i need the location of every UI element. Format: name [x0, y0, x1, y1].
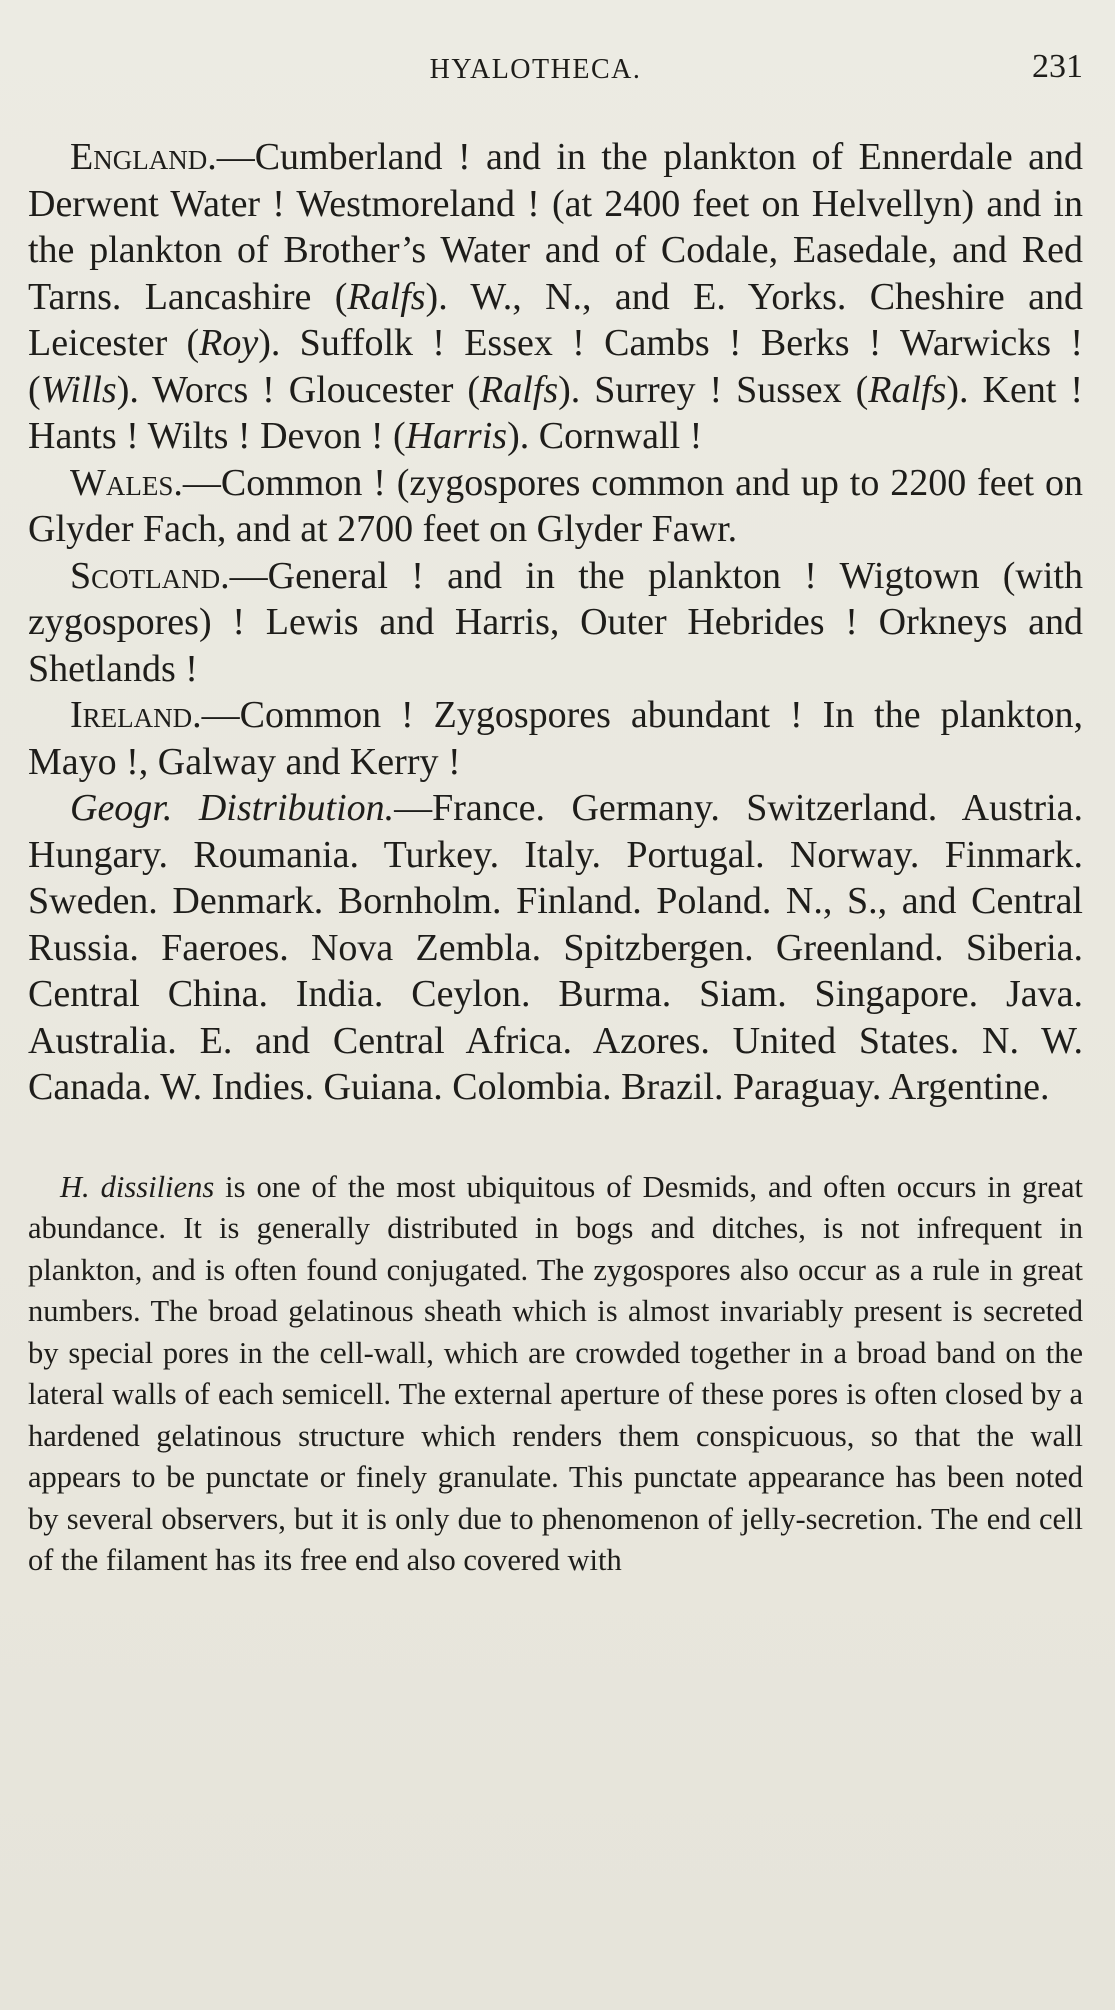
ireland-text: Common ! Zygospores abundant ! In the plankton, Mayo !, Galway and Kerry ! [28, 694, 1083, 783]
scotland-paragraph [28, 553, 1083, 693]
ireland-label: Ireland. [70, 694, 202, 736]
england-text-1: Cumberland ! and in the plankton of Ennerdale and Derwent Water ! Westmoreland ! (at 2400 feet on Helvellyn) and in the plankton of Brother’s Water and of Codale, Easedale, and Red Tarns. Lancashire ( [28, 136, 1083, 318]
notes-text: is one of the most ubiquitous of Desmids, and often occurs in great abundance. It is generally distributed in bogs and ditches, is not infrequent in plankton, and is often found conjugated. The zygospores also occur as a rule in great numbers. The broad gelatinous sheath which is almost invariably present is secreted by special pores in the cell-wall, which are crowded together in a broad band on the lateral walls of each semicell. The external aperture of these pores is often closed by a hardened gelatinous structure which renders them conspicuous, so that the wall appears to be punctate or finely granulate. This punctate appearance has been noted by several observers, but it is only due to phenomenon of jelly-secretion. The end cell of the filament has its free end also covered with [28, 1169, 1083, 1577]
authority-ralfs-1: Ralfs [347, 275, 426, 318]
wales-paragraph [28, 460, 1083, 553]
england-dash: — [216, 136, 255, 178]
authority-ralfs-2: Ralfs [480, 368, 559, 411]
england-text-3: ). Suffolk ! Essex ! Cambs ! Berks ! Warwicks ! ( [28, 322, 1083, 411]
geographic-distribution-dash: — [394, 787, 433, 829]
england-text-4: ). Worcs ! Gloucester ( [116, 368, 480, 411]
page-number: 231 [1032, 48, 1083, 85]
england-text-7: ). Cornwall ! [507, 415, 703, 457]
ireland-paragraph [28, 692, 1083, 785]
species-name: H. dissiliens [60, 1169, 215, 1204]
scotland-dash: — [229, 554, 268, 597]
geographic-distribution-label: Geogr. Distribution. [70, 787, 395, 829]
authority-ralfs-3: Ralfs [868, 368, 947, 411]
scotland-label: Scotland. [70, 554, 230, 597]
scotland-text: General ! and in the plankton ! Wigtown (with zygospores) ! Lewis and Harris, Outer Hebrides ! Orkneys and Shetlands ! [28, 554, 1083, 690]
geographic-distribution-text: France. Germany. Switzerland. Austria. Hungary. Roumania. Turkey. Italy. Portugal. Norway. Finmark. Sweden. Denmark. Bornholm. Finland. Poland. N., S., and Central Russia. Faeroes. Nova Zembla. Spitzbergen. Greenland. Siberia. Central China. India. Ceylon. Burma. Siam. Singapore. Java. Australia. E. and Central Africa. Azores. United States. N. W. Canada. W. Indies. Guiana. Colombia. Brazil. Paraguay. Argentine. [28, 787, 1083, 1108]
notes-section [28, 1167, 1083, 1582]
england-text-2: ). W., N., and E. Yorks. Cheshire and Leicester ( [28, 275, 1084, 364]
ireland-dash: — [201, 694, 240, 736]
geographic-distribution-paragraph [28, 785, 1083, 1111]
authority-wills: Wills [40, 368, 117, 411]
authority-roy: Roy [199, 322, 259, 364]
england-paragraph [28, 134, 1083, 460]
notes-paragraph [28, 1167, 1083, 1582]
england-label: England. [70, 136, 217, 178]
england-text-6: ). Kent ! Hants ! Wilts ! Devon ! ( [28, 368, 1083, 457]
running-title: HYALOTHECA. [429, 54, 642, 85]
distribution-section [28, 134, 1083, 1111]
running-header [28, 48, 1083, 98]
wales-label: Wales. [70, 461, 183, 504]
england-text-5: ). Surrey ! Sussex ( [558, 368, 869, 411]
wales-text: Common ! (zygospores common and up to 2200 feet on Glyder Fach, and at 2700 feet on Glyder Fawr. [28, 461, 1083, 550]
wales-dash: — [182, 461, 221, 504]
authority-harris: Harris [405, 415, 508, 457]
